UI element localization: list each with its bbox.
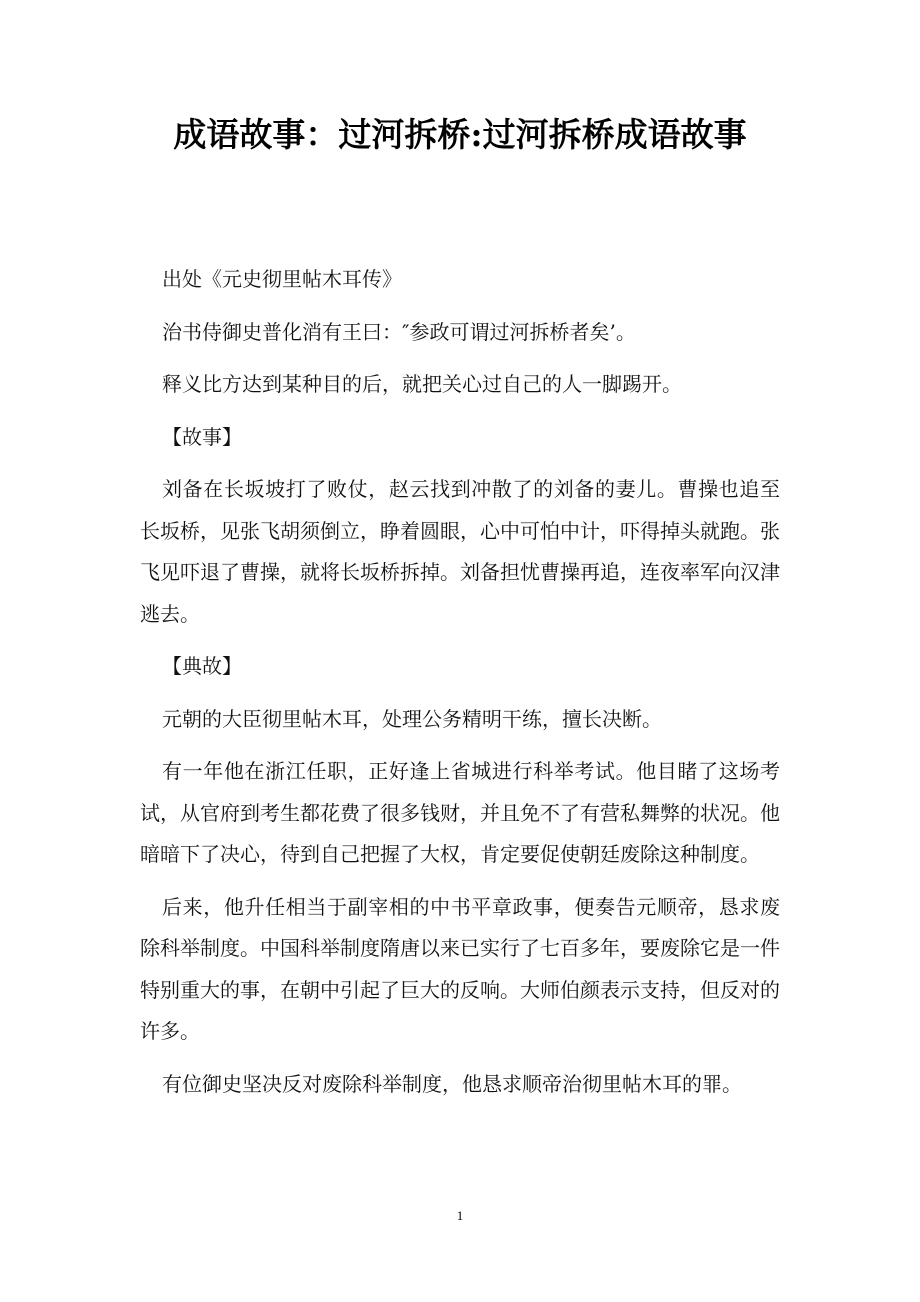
section-heading-allusion: 【典故】 (162, 654, 242, 678)
paragraph-allusion-2: 有一年他在浙江任职，正好逢上省城进行科举考试。他目睹了这场考试，从官府到考生都花费了很多钱财，并且免不了有营私舞弊的状况。他暗暗下了决心，待到自己把握了大权，肯定要促使朝廷废除这种制度。 (140, 759, 780, 866)
page-number: 1 (456, 1208, 464, 1223)
paragraph-source: 出处《元史彻里帖木耳传》 (162, 267, 402, 291)
paragraph-allusion-4: 有位御史坚决反对废除科举制度，他恳求顺帝治彻里帖木耳的罪。 (162, 1071, 742, 1096)
paragraph-meaning: 释义比方达到某种目的后，就把关心过自己的人一脚踢开。 (162, 372, 682, 396)
paragraph-allusion-1: 元朝的大臣彻里帖木耳，处理公务精明干练，擅长决断。 (162, 706, 662, 731)
paragraph-quote: 治书侍御史普化消有王曰：″参政可谓过河拆桥者矣’。 (162, 319, 636, 344)
document-title: 成语故事：过河拆桥:过河拆桥成语故事 (173, 115, 747, 154)
paragraph-story: 刘备在长坂坡打了败仗，赵云找到冲散了的刘备的妻儿。曹操也追至长坂桥，见张飞胡须倒立，睁着圆眼，心中可怕中计，吓得掉头就跑。张飞见吓退了曹操，就将长坂桥拆掉。刘备担忧曹操再追，连夜率军向汉津逃去。 (140, 477, 780, 626)
section-heading-story: 【故事】 (162, 424, 242, 449)
document-body (140, 259, 780, 1116)
paragraph-allusion-3: 后来，他升任相当于副宰相的中书平章政事，便奏告元顺帝，恳求废除科举制度。中国科举制度隋唐以来已实行了七百多年，要废除它是一件特别重大的事，在朝中引起了巨大的反响。大师伯颜表示支持，但反对的许多。 (140, 894, 780, 1043)
